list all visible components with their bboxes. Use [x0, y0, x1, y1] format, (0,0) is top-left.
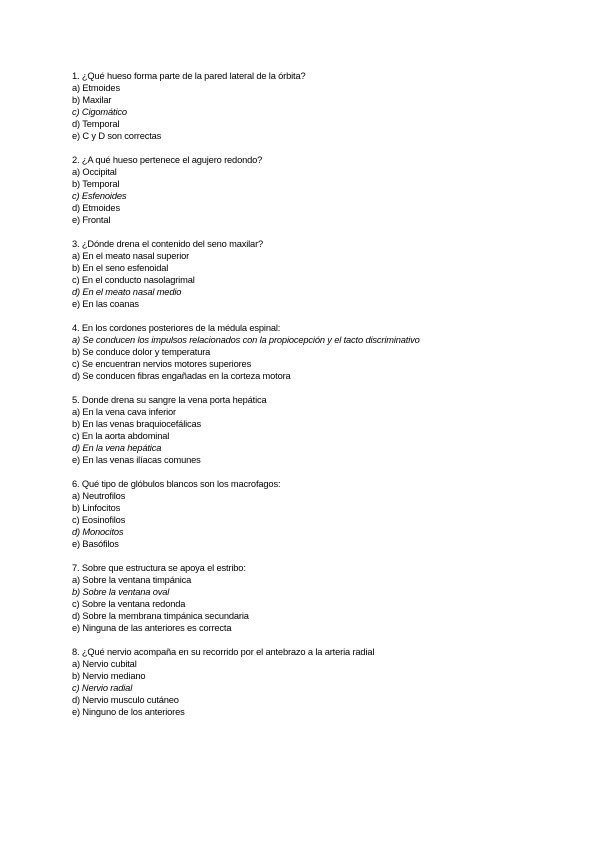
- option-d: d) Sobre la membrana timpánica secundaria: [72, 611, 249, 621]
- option-c: c) En la aorta abdominal: [72, 431, 170, 441]
- option-b: b) Temporal: [72, 179, 120, 189]
- option-e: e) Ninguna de las anteriores es correcta: [72, 623, 232, 633]
- question-7: [72, 562, 572, 634]
- option-e: e) C y D son correctas: [72, 131, 162, 141]
- option-d: d) Se conducen fibras engañadas en la corteza motora: [72, 371, 291, 381]
- question-8: [72, 646, 572, 718]
- option-d: d) Etmoides: [72, 203, 120, 213]
- quiz-list: [72, 70, 572, 730]
- question-text: 3. ¿Dónde drena el contenido del seno maxilar?: [72, 239, 264, 249]
- option-b: b) Linfocitos: [72, 503, 121, 513]
- option-d: d) Nervio musculo cutáneo: [72, 695, 179, 705]
- option-d: d) En la vena hepática: [72, 443, 162, 453]
- option-a: a) Nervio cubital: [72, 659, 137, 669]
- question-6: [72, 478, 572, 550]
- question-text: 4. En los cordones posteriores de la médula espinal:: [72, 323, 281, 333]
- option-d: d) Monocitos: [72, 527, 124, 537]
- option-e: e) Frontal: [72, 215, 111, 225]
- option-c: c) Esfenoides: [72, 191, 127, 201]
- option-c: c) En el conducto nasolagrimal: [72, 275, 195, 285]
- option-c: c) Sobre la ventana redonda: [72, 599, 186, 609]
- option-c: c) Cigomático: [72, 107, 127, 117]
- option-c: c) Nervio radial: [72, 683, 133, 693]
- question-text: 7. Sobre que estructura se apoya el estribo:: [72, 563, 246, 573]
- option-b: b) En las venas braquiocefálicas: [72, 419, 202, 429]
- option-a: a) Etmoides: [72, 83, 120, 93]
- question-1: [72, 70, 572, 142]
- question-text: 6. Qué tipo de glóbulos blancos son los macrofagos:: [72, 479, 281, 489]
- option-c: c) Eosinofilos: [72, 515, 126, 525]
- option-b: b) Maxilar: [72, 95, 112, 105]
- option-e: e) En las venas ilíacas comunes: [72, 455, 201, 465]
- question-3: [72, 238, 572, 310]
- option-a: a) Neutrofilos: [72, 491, 126, 501]
- option-d: d) En el meato nasal medio: [72, 287, 182, 297]
- question-text: 8. ¿Qué nervio acompaña en su recorrido por el antebrazo a la arteria radial: [72, 647, 375, 657]
- option-e: e) En las coanas: [72, 299, 139, 309]
- option-a: a) En la vena cava inferior: [72, 407, 176, 417]
- option-a: a) Sobre la ventana timpánica: [72, 575, 192, 585]
- question-text: 1. ¿Qué hueso forma parte de la pared lateral de la órbita?: [72, 71, 306, 81]
- option-a: a) En el meato nasal superior: [72, 251, 190, 261]
- option-e: e) Ninguno de los anteriores: [72, 707, 185, 717]
- option-b: b) Se conduce dolor y temperatura: [72, 347, 211, 357]
- option-b: b) Nervio mediano: [72, 671, 146, 681]
- option-c: c) Se encuentran nervios motores superiores: [72, 359, 252, 369]
- question-text: 5. Donde drena su sangre la vena porta hepática: [72, 395, 267, 405]
- question-text: 2. ¿A qué hueso pertenece el agujero redondo?: [72, 155, 263, 165]
- option-a: a) Se conducen los impulsos relacionados con la propiocepción y el tacto discriminativo: [72, 335, 420, 345]
- option-d: d) Temporal: [72, 119, 120, 129]
- question-4: [72, 322, 572, 382]
- option-e: e) Basófilos: [72, 539, 119, 549]
- option-b: b) En el seno esfenoidal: [72, 263, 169, 273]
- question-2: [72, 154, 572, 226]
- question-5: [72, 394, 572, 466]
- option-b: b) Sobre la ventana oval: [72, 587, 170, 597]
- option-a: a) Occipital: [72, 167, 117, 177]
